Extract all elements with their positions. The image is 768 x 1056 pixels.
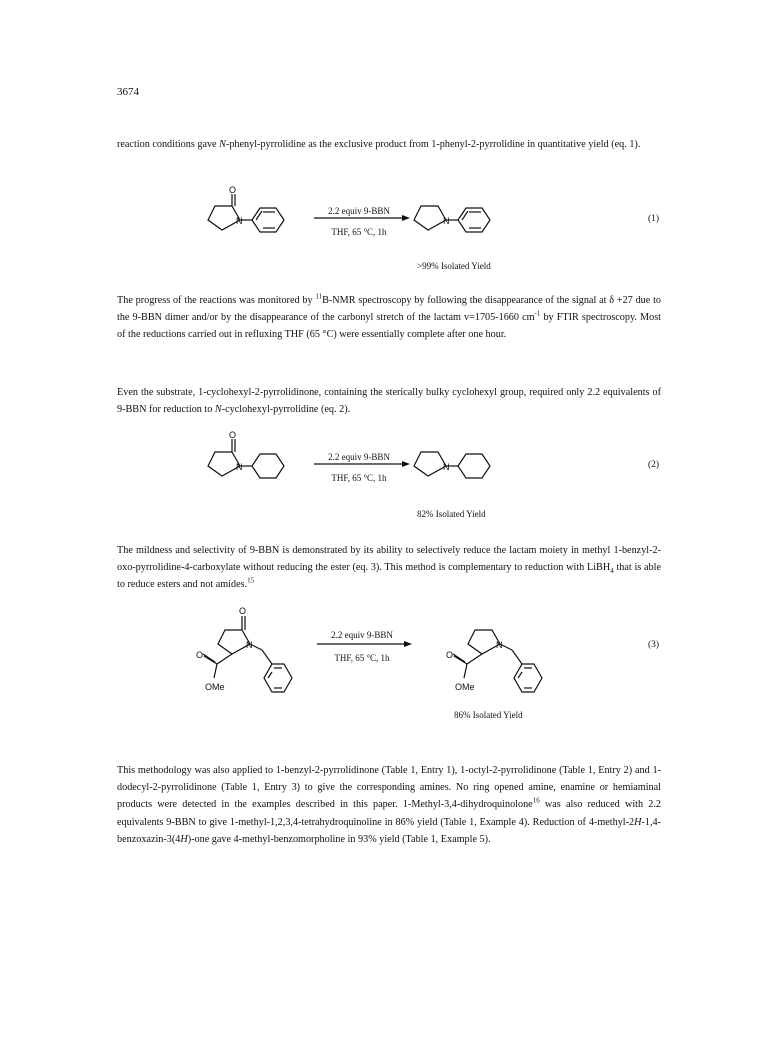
phenyl-ring	[264, 664, 292, 692]
cyclohexyl-ring	[458, 454, 490, 478]
pyrrolidine-structure	[414, 206, 458, 230]
text-run-italic: N	[219, 139, 226, 150]
paragraph-1	[117, 136, 661, 153]
reagent-label: 2.2 equiv 9-BBN	[328, 452, 390, 462]
text-run: by FTIR spectroscopy. Most of the reductions carried out in refluxing THF (65 °C) were essentially complete after one hour.	[117, 312, 662, 341]
text-run-italic: H	[180, 833, 188, 845]
arrowhead	[404, 641, 412, 647]
text-run: This methodology was also applied to 1-benzyl-2-pyrrolidinone (Table 1, Entry 1), 1-octyl-2-pyrrolidinone (Table 1, Entry 2) and 1-dodecyl-2-pyrrolidinone (Table 1, Entry 3) to give the corresponding amines. No ring opened amine, enamine or hemiaminal products were detected in the examples described in this paper. 1-Methyl-3,4-dihydroquinolone	[117, 765, 661, 811]
text-run-italic: H	[634, 816, 642, 828]
paragraph-2	[117, 292, 661, 344]
nitrogen-atom: N	[496, 640, 503, 650]
text-run: was also reduced with 2.2 equivalents 9-BBN to give 1-methyl-1,2,3,4-tetrahydroquinoline in 86% yield (Table 1, Example 4). Reduction of 4-methyl-2	[117, 799, 662, 828]
equation-3	[0, 606, 768, 724]
text-run: B-NMR spectroscopy by following the disappearance of the signal at δ +27 due to the 9-BBN dimer and/or by the disappearance of the carbonyl stretch of the lactam v=1705-1660 cm	[117, 295, 661, 324]
oxygen-atom: O	[229, 185, 237, 195]
superscript: -1	[534, 309, 541, 318]
equation-number: (3)	[648, 640, 660, 650]
pyrrolidinone-structure	[208, 194, 252, 230]
yield-label: >99% Isolated Yield	[417, 261, 491, 271]
paragraph-5	[117, 762, 661, 848]
equation-3-structures	[0, 606, 768, 724]
text-run: -cyclohexyl-pyrrolidine (eq. 2).	[221, 404, 351, 416]
oxygen-atom: O	[196, 650, 204, 660]
phenyl-ring	[514, 664, 542, 692]
text-run: The mildness and selectivity of 9-BBN is demonstrated by its ability to selectively reduce the lactam moiety in methyl 1-benzyl-2-oxo-pyrrolidine-4-carboxylate without reducing the ester (eq. 3). This method is complementary to reduction with LiBH	[117, 545, 661, 574]
pyrrolidinone-structure	[208, 439, 252, 476]
pyrrolidine-structure	[414, 452, 458, 476]
equation-number: (2)	[648, 460, 660, 470]
oxygen-atom: O	[229, 430, 237, 440]
methoxy-group: OMe	[455, 682, 475, 692]
oxo-pyrrolidine-ester-structure	[203, 616, 272, 678]
oxygen-atom: O	[446, 650, 454, 660]
nitrogen-atom: N	[443, 216, 450, 226]
equation-1	[0, 186, 768, 276]
equation-number: (1)	[648, 214, 660, 224]
oxygen-atom: O	[239, 606, 247, 616]
paragraph-4	[117, 542, 661, 594]
reagent-label: 2.2 equiv 9-BBN	[331, 630, 393, 640]
nitrogen-atom: N	[246, 640, 253, 650]
text-run: Even the substrate, 1-cyclohexyl-2-pyrrolidinone, containing the sterically bulky cyclohexyl group, required only 2.2 equivalents of 9-BBN for reduction to	[117, 387, 661, 416]
phenyl-ring	[458, 208, 490, 232]
nitrogen-atom: N	[236, 216, 243, 226]
yield-label: 82% Isolated Yield	[417, 509, 486, 519]
text-run-italic: N	[214, 404, 222, 416]
paragraph-3	[117, 384, 661, 418]
reagent-label: 2.2 equiv 9-BBN	[328, 206, 390, 216]
cyclohexyl-ring	[252, 454, 284, 478]
text-run: The progress of the reactions was monitored by	[117, 295, 316, 306]
nitrogen-atom: N	[443, 462, 450, 472]
page-number: 3674	[117, 86, 139, 98]
superscript: 11	[315, 292, 323, 301]
yield-label: 86% Isolated Yield	[454, 710, 523, 720]
conditions-label: THF, 65 °C, 1h	[334, 653, 390, 663]
pyrrolidine-ester-structure	[453, 630, 522, 678]
methoxy-group: OMe	[205, 682, 225, 692]
phenyl-ring	[252, 208, 284, 232]
nitrogen-atom: N	[236, 462, 243, 472]
subscript: 4	[610, 567, 614, 576]
equation-2	[0, 430, 768, 524]
text-run: -1,4-benzoxazin-3(4	[117, 816, 661, 845]
text-run: -phenyl-pyrrolidine as the exclusive product from 1-phenyl-2-pyrrolidine in quantitative yield (eq. 1).	[225, 139, 641, 150]
superscript: 16	[532, 797, 540, 806]
superscript: 15	[247, 577, 255, 586]
conditions-label: THF, 65 °C, 1h	[331, 227, 387, 237]
text-run: reaction conditions gave	[117, 139, 220, 150]
text-run: that is able to reduce esters and not amides.	[117, 562, 661, 591]
conditions-label: THF, 65 °C, 1h	[331, 473, 387, 483]
text-run: )-one gave 4-methyl-benzomorpholine in 93% yield (Table 1, Example 5).	[187, 833, 491, 845]
